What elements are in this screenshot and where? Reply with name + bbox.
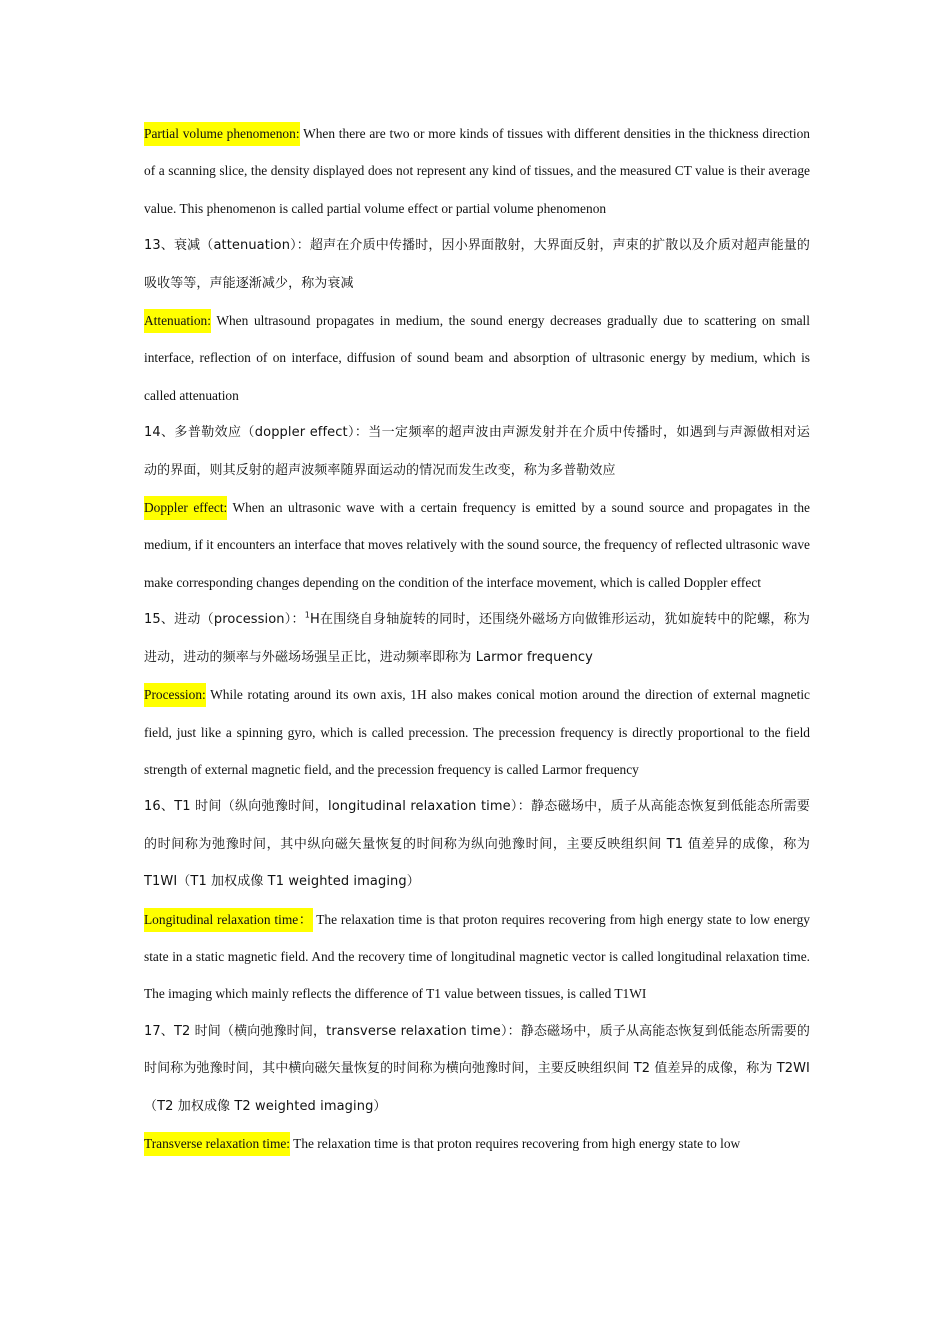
section-13-chinese: 13、衰减（attenuation）：超声在介质中传播时，因小界面散射，大界面反射，声束的扩散以及介质对超声能量的吸收等等，声能逐渐减少，称为衰减 xyxy=(144,238,810,291)
definition-text: While rotating around its own axis, 1H also makes conical motion around the direction of external magnetic field, just like a spinning gyro, which is called precession. The precession frequency is directly proportional to the field strength of external magnetic field, and the precession frequency is called Larmor frequency xyxy=(144,687,810,777)
entry-procession xyxy=(144,676,810,788)
term-highlight: Transverse relaxation time: xyxy=(144,1132,290,1156)
definition-text: When there are two or more kinds of tissues with different densities in the thickness direction of a scanning slice, the density displayed does not represent any kind of tissues, and the measured CT value is their average value. This phenomenon is called partial volume effect or partial volume phenomenon xyxy=(144,126,810,216)
definition-text: When ultrasound propagates in medium, the sound energy decreases gradually due to scattering on small interface, reflection of on interface, diffusion of sound beam and absorption of ultrasonic energy by medium, which is called attenuation xyxy=(144,313,810,403)
entry-doppler-effect xyxy=(144,489,810,601)
entry-transverse-relaxation xyxy=(144,1125,810,1162)
entry-attenuation xyxy=(144,302,810,414)
entry-longitudinal-relaxation xyxy=(144,901,810,1013)
term-highlight: Procession: xyxy=(144,683,206,707)
definition-text: When an ultrasonic wave with a certain frequency is emitted by a sound source and propagates in the medium, if it encounters an interface that moves relatively with the sound source, the frequency of reflected ultrasonic wave make corresponding changes depending on the condition of the interface movement, which is called Doppler effect xyxy=(144,500,810,590)
definition-text: The relaxation time is that proton requires recovering from high energy state to low xyxy=(290,1135,741,1151)
section-16-chinese: 16、T1 时间（纵向弛豫时间，longitudinal relaxation time）：静态磁场中，质子从高能态恢复到低能态所需要的时间称为弛豫时间，其中纵向磁矢量恢复的时间称为纵向弛豫时间，主要反映组织间 T1 值差异的成像，称为 T1WI（T1 加权成像 T1 weighted imaging） xyxy=(144,799,810,890)
chinese-text: 15、进动（procession）： xyxy=(144,612,305,628)
document-page xyxy=(144,115,810,1162)
term-highlight: Partial volume phenomenon: xyxy=(144,122,300,146)
section-14-chinese: 14、多普勒效应（doppler effect）：当一定频率的超声波由声源发射并在介质中传播时，如遇到与声源做相对运动的界面，则其反射的超声波频率随界面运动的情况而发生改变，称为多普勒效应 xyxy=(144,425,810,478)
term-highlight: Longitudinal relaxation time： xyxy=(144,908,313,932)
chinese-text: H在围绕自身轴旋转的同时，还围绕外磁场方向做锥形运动，犹如旋转中的陀螺，称为进动，进动的频率与外磁场场强呈正比，进动频率即称为 Larmor frequency xyxy=(144,612,810,665)
definition-text: The relaxation time is that proton requires recovering from high energy state to low energy state in a static magnetic field. And the recovery time of longitudinal magnetic vector is called longitudinal relaxation time. The imaging which mainly reflects the difference of T1 value between tissues, is called T1WI xyxy=(144,911,810,1002)
entry-partial-volume xyxy=(144,115,810,227)
section-17-chinese: 17、T2 时间（横向弛豫时间，transverse relaxation time）：静态磁场中，质子从高能态恢复到低能态所需要的时间称为弛豫时间，其中横向磁矢量恢复的时间称为横向弛豫时间，主要反映组织间 T2 值差异的成像，称为 T2WI（T2 加权成像 T2 weighted imaging） xyxy=(144,1023,810,1114)
section-15-chinese xyxy=(144,601,810,676)
term-highlight: Attenuation: xyxy=(144,309,211,333)
superscript: 1 xyxy=(304,610,310,620)
term-highlight: Doppler effect: xyxy=(144,496,227,520)
